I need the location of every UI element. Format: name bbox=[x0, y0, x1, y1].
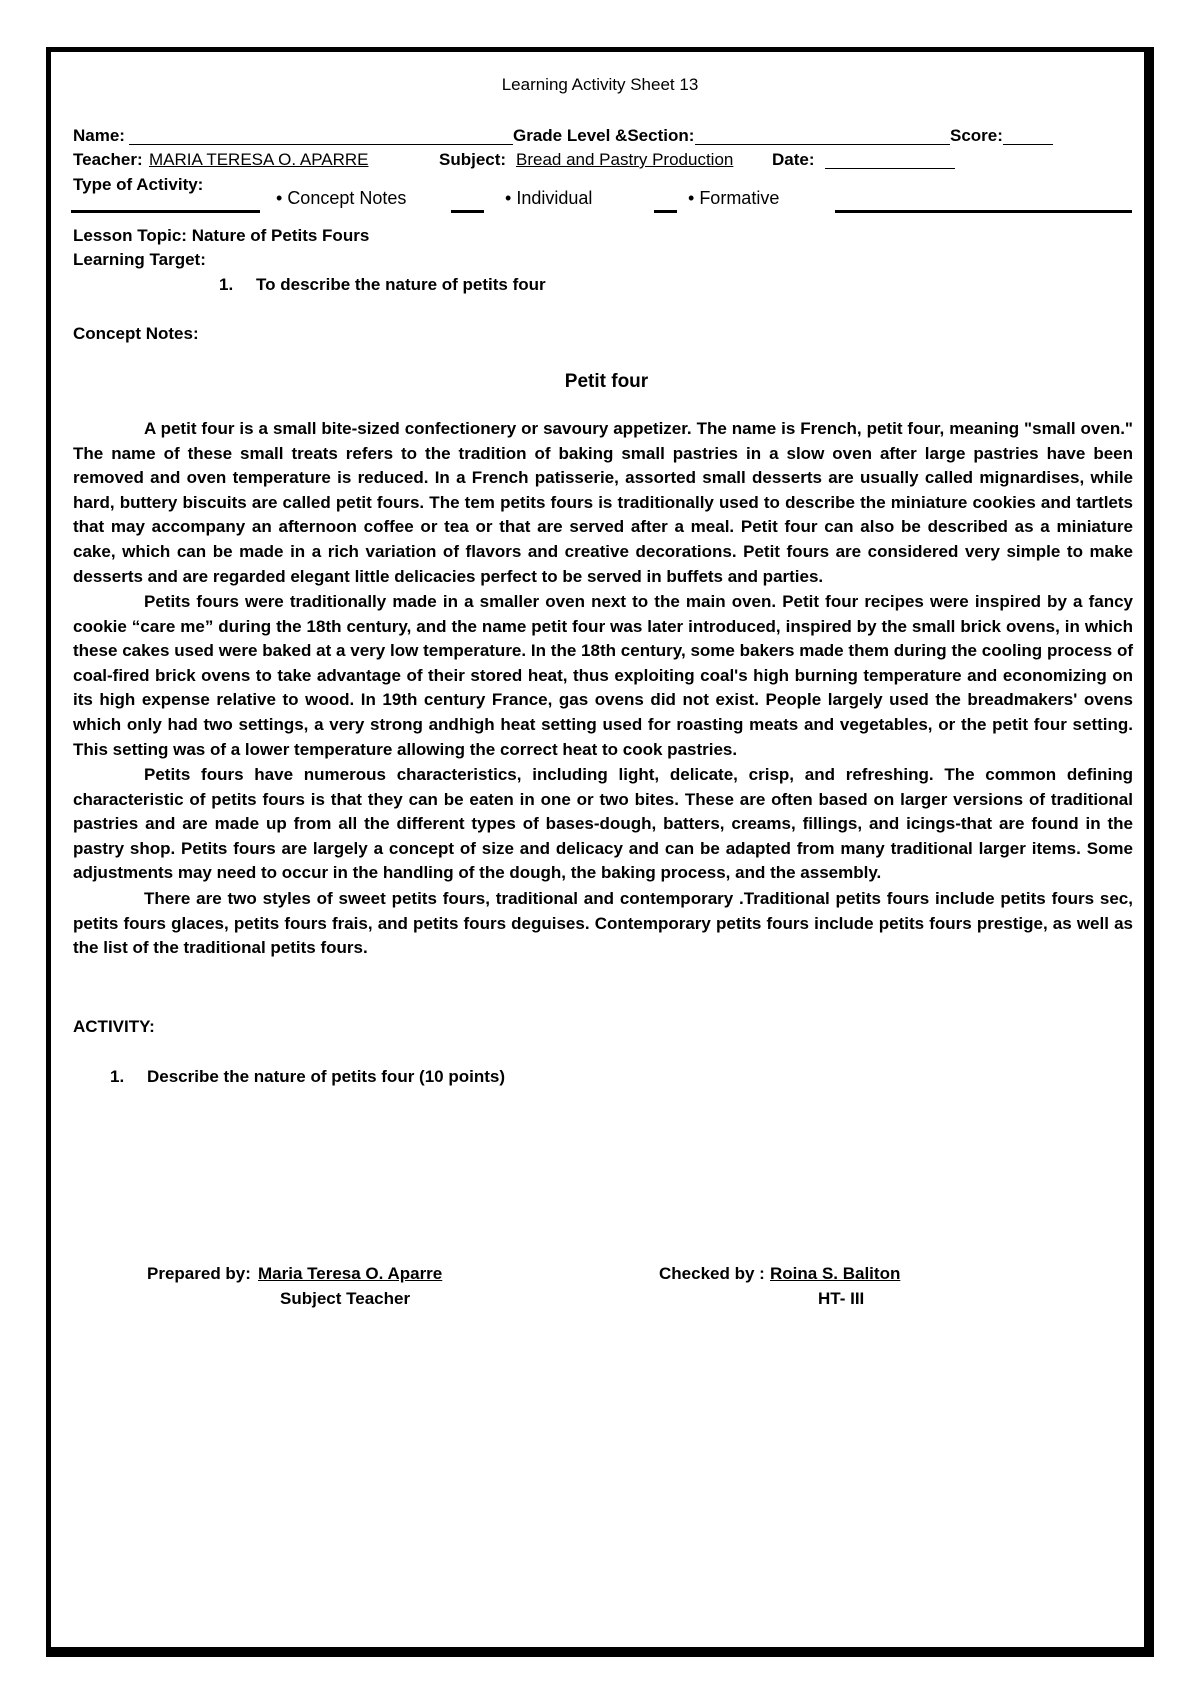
score-blank[interactable] bbox=[1003, 127, 1053, 145]
learning-target-text: To describe the nature of petits four bbox=[256, 275, 546, 294]
prepared-by-role: Subject Teacher bbox=[280, 1289, 411, 1308]
checked-by-role: HT- III bbox=[818, 1289, 865, 1308]
score-label: Score: bbox=[950, 126, 1003, 145]
activity-type-concept-notes-label: Concept Notes bbox=[287, 188, 407, 208]
grade-section-label: Grade Level &Section: bbox=[513, 126, 695, 145]
date-blank[interactable] bbox=[825, 151, 955, 169]
activity-type-rule-3 bbox=[654, 210, 677, 213]
concept-paragraph-4: There are two styles of sweet petits fours, traditional and contemporary .Traditional petits fours include petits fours sec, petits fours glaces, petits fours frais, and petits fours deguises. Contemporary petits fours include petits fours prestige, as well as the list of the traditional petits fours. bbox=[73, 889, 1133, 958]
activity-type-rule-4 bbox=[835, 210, 1132, 213]
activity-type-formative-label: Formative bbox=[699, 188, 780, 208]
activity-type-concept-notes: • Concept Notes bbox=[276, 188, 407, 208]
activity-label: ACTIVITY: bbox=[73, 1017, 155, 1036]
lesson-topic: Lesson Topic: Nature of Petits Fours bbox=[73, 226, 370, 245]
prepared-by-name: Maria Teresa O. Aparre bbox=[258, 1264, 443, 1283]
prepared-by-label: Prepared by: bbox=[147, 1264, 251, 1283]
learning-target-label: Learning Target: bbox=[73, 250, 206, 269]
activity-type-label: Type of Activity: bbox=[73, 175, 204, 194]
grade-section-blank[interactable] bbox=[695, 127, 950, 145]
concept-paragraph-1: A petit four is a small bite-sized confectionery or savoury appetizer. The name is French, petit four, meaning "small oven." The name of these small treats refers to the tradition of baking small pastries in a slow oven after large pastries have been removed and oven temperature is reduced. In a French patisserie, assorted small desserts are usually called mignardises, while hard, buttery biscuits are called petit fours. The tem petits fours is traditionally used to describe the miniature cookies and tartlets that may accompany an afternoon coffee or tea or that are served after a meal. Petit four can also be described as a miniature cake, which can be made in a rich variation of flavors and creative decorations. Petit fours are considered very simple to make desserts and are regarded elegant little delicacies perfect to be served in buffets and parties. bbox=[73, 419, 1133, 586]
concept-notes-label: Concept Notes: bbox=[73, 324, 199, 343]
name-label: Name: bbox=[73, 126, 125, 145]
subject-label: Subject: bbox=[439, 150, 507, 169]
date-label: Date: bbox=[772, 150, 815, 169]
concept-heading: Petit four bbox=[564, 371, 649, 392]
activity-type-rule-1 bbox=[71, 210, 260, 213]
concept-paragraph-2: Petits fours were traditionally made in a smaller oven next to the main oven. Petit four recipes were inspired by a fancy cookie “care me” during the 18th century, and the name petit four was later introduced, inspired by the small brick ovens, in which these cakes used were baked at a very low temperature. In the 18th century, some bakers made them during the cooling process of coal-fired brick ovens to take advantage of their stored heat, thus exploiting coal's high burning temperature and economizing on its high expense relative to wood. In 19th century France, gas ovens did not exist. People largely used the breadmakers' ovens which only had two settings, a very strong andhigh heat setting used for roasting meats and vegetables, or the petit four setting. This setting was of a lower temperature allowing the correct heat to cook pastries. bbox=[73, 592, 1133, 759]
activity-type-rule-2 bbox=[451, 210, 484, 213]
activity-item-text: Describe the nature of petits four (10 points) bbox=[147, 1067, 505, 1086]
activity-type-individual-label: Individual bbox=[516, 188, 593, 208]
subject-value: Bread and Pastry Production bbox=[516, 150, 734, 169]
sheet-title: Learning Activity Sheet 13 bbox=[501, 75, 699, 94]
checked-by-label: Checked by : bbox=[659, 1264, 765, 1283]
learning-target-number: 1. bbox=[219, 275, 234, 294]
activity-item-number: 1. bbox=[110, 1067, 125, 1086]
teacher-name: MARIA TERESA O. APARRE bbox=[149, 150, 369, 169]
name-blank[interactable] bbox=[129, 127, 513, 145]
answer-area[interactable] bbox=[73, 1095, 1133, 1245]
teacher-label: Teacher: bbox=[73, 150, 143, 169]
checked-by-name: Roina S. Baliton bbox=[770, 1264, 901, 1283]
concept-paragraph-3: Petits fours have numerous characteristics, including light, delicate, crisp, and refreshing. The common defining characteristic of petits fours is that they can be eaten in one or two bites. These are often based on larger versions of traditional pastries and are made up from all the different types of bases-dough, batters, creams, fillings, and icings-that are found in the pastry shop. Petits fours are largely a concept of size and delicacy and can be adapted from many traditional larger items. Some adjustments may need to occur in the handling of the dough, the baking process, and the assembly. bbox=[73, 765, 1133, 883]
activity-type-formative: • Formative bbox=[688, 188, 780, 208]
activity-type-individual: • Individual bbox=[505, 188, 593, 208]
